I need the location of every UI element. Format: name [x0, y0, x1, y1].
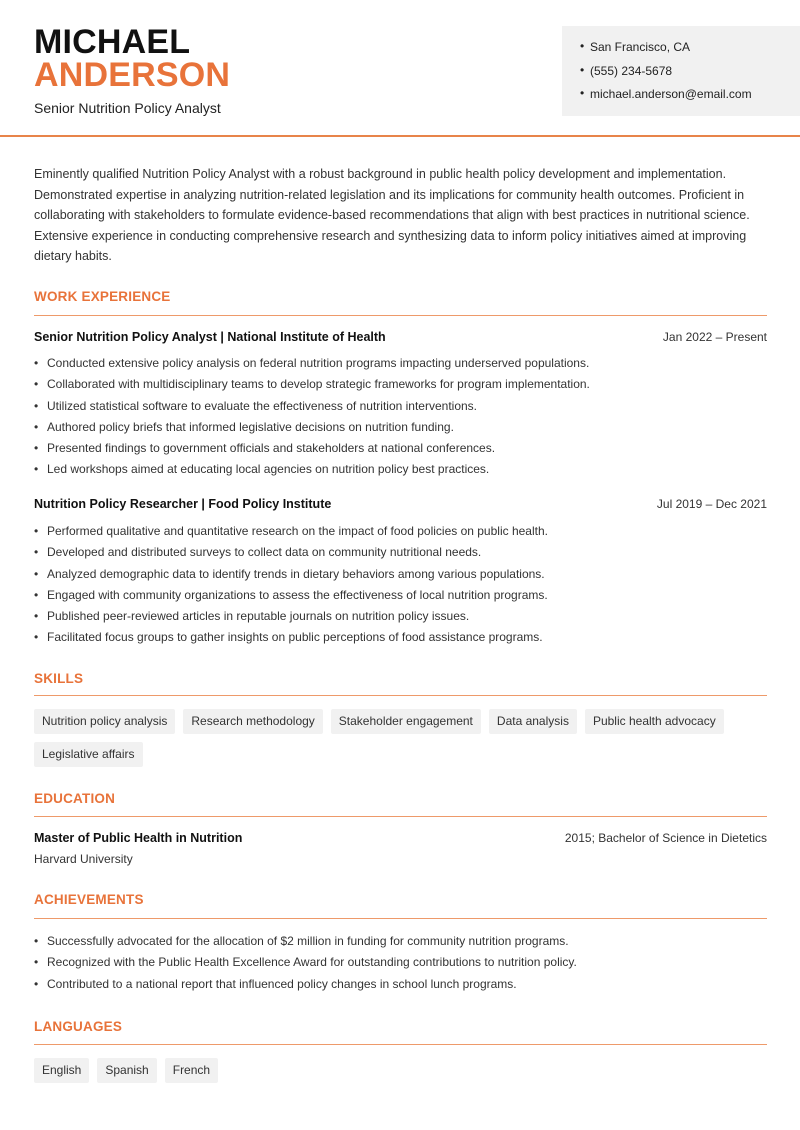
last-name: ANDERSON	[34, 56, 231, 94]
language-tag: Spanish	[97, 1058, 156, 1083]
skill-tag: Data analysis	[489, 709, 577, 734]
list-item: • Presented findings to government officials and stakeholders at national conferences.	[34, 441, 767, 462]
section-title-achievements: ACHIEVEMENTS	[34, 892, 144, 907]
education-school: Harvard University	[34, 852, 133, 866]
list-item: • Utilized statistical software to evaluate the effectiveness of nutrition interventions.	[34, 399, 767, 420]
list-item: • Engaged with community organizations to assess the effectiveness of local nutrition programs.	[34, 588, 767, 609]
list-item: • Published peer-reviewed articles in reputable journals on nutrition policy issues.	[34, 609, 767, 630]
job-role: Nutrition Policy Researcher | Food Policy Institute	[34, 497, 332, 511]
list-item: • Recognized with the Public Health Excellence Award for outstanding contributions to nutrition policy.	[34, 955, 767, 976]
job-dates: Jan 2022 – Present	[662, 330, 767, 344]
skill-tag: Public health advocacy	[585, 709, 724, 734]
job-role: Senior Nutrition Policy Analyst | National Institute of Health	[34, 330, 386, 344]
education-degree: Master of Public Health in Nutrition	[34, 831, 243, 845]
list-item: • Led workshops aimed at educating local agencies on nutrition policy best practices.	[34, 462, 767, 483]
skill-tag: Nutrition policy analysis	[34, 709, 175, 734]
contact-box	[562, 26, 800, 116]
section-divider	[34, 816, 767, 817]
job-header	[34, 497, 767, 511]
language-tag: French	[165, 1058, 218, 1083]
skill-tag: Legislative affairs	[34, 742, 143, 767]
job-bullets	[34, 356, 767, 484]
list-item: • Facilitated focus groups to gather insights on public perceptions of food assistance programs.	[34, 630, 767, 651]
skill-tag: Stakeholder engagement	[331, 709, 481, 734]
contact-phone: • (555) 234-5678	[580, 64, 800, 88]
section-title-languages: LANGUAGES	[34, 1019, 123, 1034]
section-divider	[34, 1044, 767, 1045]
section-title-work: WORK EXPERIENCE	[34, 289, 171, 304]
skills-tags	[34, 709, 767, 767]
list-item: • Developed and distributed surveys to collect data on community nutritional needs.	[34, 545, 767, 566]
list-item: • Performed qualitative and quantitative research on the impact of food policies on public health.	[34, 524, 767, 545]
list-item: • Collaborated with multidisciplinary teams to develop strategic frameworks for program implementation.	[34, 377, 767, 398]
language-tag: English	[34, 1058, 89, 1083]
section-title-skills: SKILLS	[34, 671, 84, 686]
list-item: • Conducted extensive policy analysis on federal nutrition programs impacting underserved populations.	[34, 356, 767, 377]
list-item: • Successfully advocated for the allocation of $2 million in funding for community nutrition programs.	[34, 934, 767, 955]
job-bullets	[34, 524, 767, 652]
section-divider	[34, 695, 767, 696]
contact-email[interactable]: • michael.anderson@email.com	[580, 87, 800, 111]
education-year: 2015; Bachelor of Science in Dietetics	[564, 831, 767, 845]
job-dates: Jul 2019 – Dec 2021	[656, 497, 767, 511]
section-divider	[34, 315, 767, 316]
first-name: MICHAEL	[34, 23, 191, 61]
section-title-education: EDUCATION	[34, 791, 116, 806]
summary: Eminently qualified Nutrition Policy Analyst with a robust background in public health policy development and implementation. Demonstrated expertise in analyzing nutrition-related legislation and its implications for community health outcomes. Proficient in collaborating with stakeholders to formulate evidence-based recommendations that align with best practices in nutritional science. Extensive experience in conducting comprehensive research and synthesizing data to inform policy initiatives aimed at improving dietary habits.	[34, 167, 750, 263]
list-item: • Authored policy briefs that informed legislative decisions on nutrition funding.	[34, 420, 767, 441]
section-divider	[34, 918, 767, 919]
skill-tag: Research methodology	[183, 709, 322, 734]
list-item: • Contributed to a national report that influenced policy changes in school lunch programs.	[34, 977, 767, 998]
resume-header	[0, 0, 800, 137]
job-title: Senior Nutrition Policy Analyst	[34, 100, 221, 116]
list-item: • Analyzed demographic data to identify trends in dietary behaviors among various populations.	[34, 567, 767, 588]
job-header	[34, 330, 767, 344]
contact-location: • San Francisco, CA	[580, 40, 800, 64]
achievement-bullets	[34, 934, 767, 998]
language-tags	[34, 1058, 767, 1083]
